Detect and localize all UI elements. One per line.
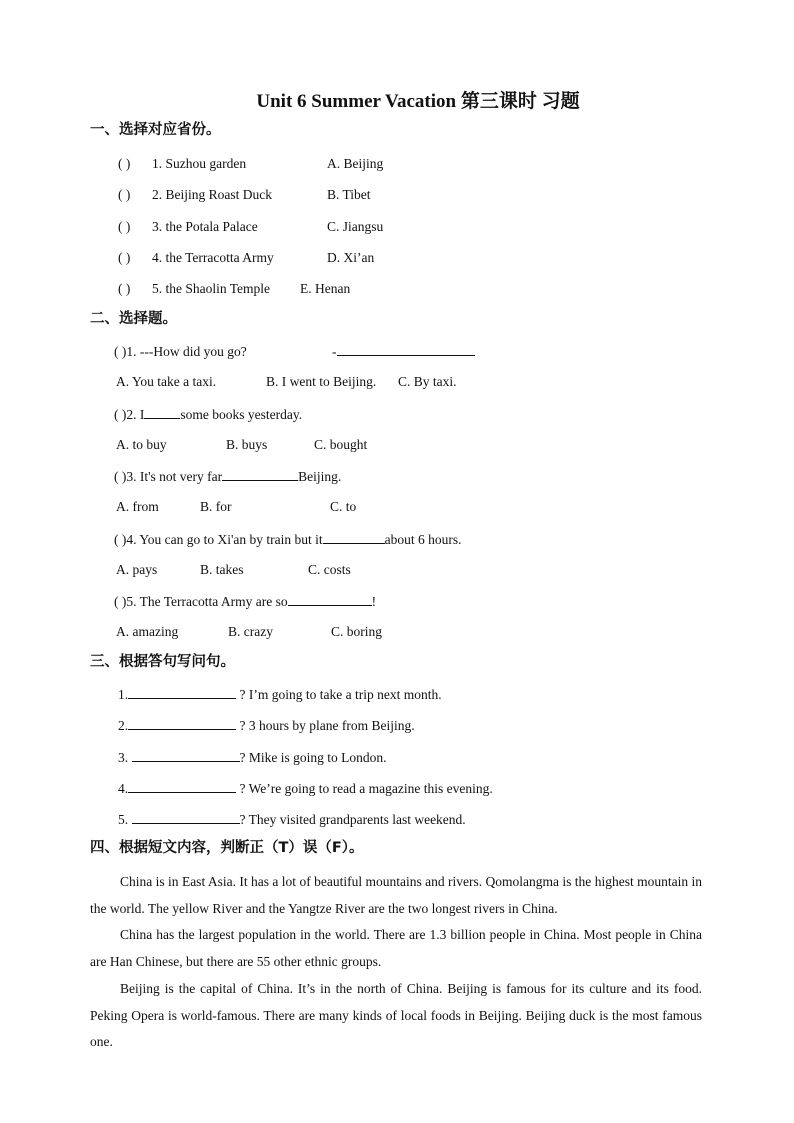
option: B. for bbox=[200, 499, 232, 514]
worksheet-title: Unit 6 Summer Vacation 第三课时 习题 bbox=[256, 91, 580, 112]
option: A. amazing bbox=[116, 624, 179, 639]
question-options bbox=[116, 437, 367, 453]
option: C. to bbox=[330, 499, 357, 514]
question-writing-item bbox=[118, 811, 466, 828]
matching-item-text: 4. the Terracotta Army bbox=[152, 250, 274, 265]
matching-option: D. Xi’an bbox=[327, 250, 375, 265]
matching-item-text: 3. the Potala Palace bbox=[152, 219, 258, 234]
question-text: ( )3. It's not very far bbox=[114, 469, 223, 484]
question-tail: ! bbox=[371, 594, 377, 609]
question-writing-item bbox=[118, 717, 415, 734]
question-text: ( )5. The Terracotta Army are so bbox=[114, 594, 288, 609]
option: B. I went to Beijing. bbox=[266, 374, 377, 389]
question-options bbox=[116, 562, 351, 578]
answer-line[interactable] bbox=[144, 406, 180, 419]
question-text: ( )2. I bbox=[114, 407, 145, 422]
answer-line[interactable] bbox=[337, 343, 475, 356]
reading-paragraph: Beijing is the capital of China. It’s in the north of China. Beijing is famous for its culture and its food. Peking Opera is world-famous. There are many kinds of local foods in Beijing. Beijing duck is the most famous one. bbox=[90, 981, 702, 1049]
matching-item bbox=[118, 219, 383, 235]
question-options bbox=[116, 624, 382, 640]
matching-option: A. Beijing bbox=[327, 156, 384, 171]
matching-item-text: 2. Beijing Roast Duck bbox=[152, 187, 272, 202]
option: A. to buy bbox=[116, 437, 167, 452]
answer-line[interactable] bbox=[323, 531, 385, 544]
option: A. from bbox=[116, 499, 159, 514]
matching-item bbox=[118, 187, 371, 203]
question-writing-item bbox=[118, 749, 387, 766]
answer-line[interactable] bbox=[128, 717, 236, 730]
option: C. costs bbox=[308, 562, 351, 577]
answer-blank[interactable]: ( ) bbox=[118, 281, 131, 296]
reading-paragraph: China is in East Asia. It has a lot of beautiful mountains and rivers. Qomolangma is the highest mountain in the world. The yellow River and the Yangtze River are the two longest rivers in China. bbox=[90, 874, 702, 916]
matching-item-text: 5. the Shaolin Temple bbox=[152, 281, 271, 296]
question-writing-item bbox=[118, 780, 493, 797]
matching-option: B. Tibet bbox=[327, 187, 371, 202]
section4-heading: 四、根据短文内容，判断正（T）误（F）。 bbox=[90, 840, 364, 856]
item-number: 5. bbox=[118, 812, 132, 827]
answer-line[interactable] bbox=[128, 686, 236, 699]
section1-heading: 一、选择对应省份。 bbox=[90, 122, 221, 138]
matching-option: E. Henan bbox=[300, 281, 351, 296]
answer-blank[interactable]: ( ) bbox=[118, 250, 131, 265]
matching-item-text: 1. Suzhou garden bbox=[152, 156, 247, 171]
question-text: ( )1. ---How did you go? bbox=[114, 344, 247, 359]
option: C. bought bbox=[314, 437, 368, 452]
answer-sentence: ? Mike is going to London. bbox=[239, 750, 387, 765]
question-tail: some books yesterday. bbox=[180, 407, 303, 422]
matching-item bbox=[118, 281, 350, 297]
answer-line[interactable] bbox=[132, 811, 240, 824]
question-stem bbox=[114, 343, 475, 360]
question-writing-item bbox=[118, 686, 442, 703]
answer-blank[interactable]: ( ) bbox=[118, 187, 131, 202]
question-options bbox=[116, 499, 356, 515]
question-tail: about 6 hours. bbox=[384, 532, 462, 547]
question-stem bbox=[114, 593, 376, 610]
answer-line[interactable] bbox=[128, 780, 236, 793]
option: C. By taxi. bbox=[398, 374, 457, 389]
item-number: 4. bbox=[118, 781, 129, 796]
question-text: ( )4. You can go to Xi'an by train but it bbox=[114, 532, 323, 547]
question-stem bbox=[114, 406, 302, 423]
answer-line[interactable] bbox=[288, 593, 372, 606]
matching-item bbox=[118, 250, 374, 266]
answer-blank[interactable]: ( ) bbox=[118, 156, 131, 171]
item-number: 1. bbox=[118, 687, 129, 702]
answer-sentence: ? They visited grandparents last weekend. bbox=[239, 812, 466, 827]
matching-item bbox=[118, 156, 383, 172]
answer-sentence: ? I’m going to take a trip next month. bbox=[236, 687, 442, 702]
answer-sentence: ? 3 hours by plane from Beijing. bbox=[236, 718, 415, 733]
question-stem bbox=[114, 531, 462, 548]
question-stem bbox=[114, 468, 341, 485]
option: B. crazy bbox=[228, 624, 273, 639]
option: A. You take a taxi. bbox=[116, 374, 217, 389]
question-tail: Beijing. bbox=[298, 469, 342, 484]
section3-heading: 三、根据答句写问句。 bbox=[90, 654, 235, 670]
question-tail: - bbox=[332, 344, 337, 359]
section2-heading: 二、选择题。 bbox=[90, 311, 177, 327]
option: B. buys bbox=[226, 437, 268, 452]
reading-paragraph: China has the largest population in the world. There are 1.3 billion people in China. Most people in China are Han Chinese, but there are 55 other ethnic groups. bbox=[90, 927, 702, 969]
option: C. boring bbox=[331, 624, 383, 639]
matching-option: C. Jiangsu bbox=[327, 219, 384, 234]
item-number: 2. bbox=[118, 718, 129, 733]
item-number: 3. bbox=[118, 750, 132, 765]
option: A. pays bbox=[116, 562, 158, 577]
answer-line[interactable] bbox=[222, 468, 298, 481]
question-options bbox=[116, 374, 457, 390]
answer-blank[interactable]: ( ) bbox=[118, 219, 131, 234]
answer-line[interactable] bbox=[132, 749, 240, 762]
answer-sentence: ? We’re going to read a magazine this evening. bbox=[236, 781, 493, 796]
option: B. takes bbox=[200, 562, 244, 577]
